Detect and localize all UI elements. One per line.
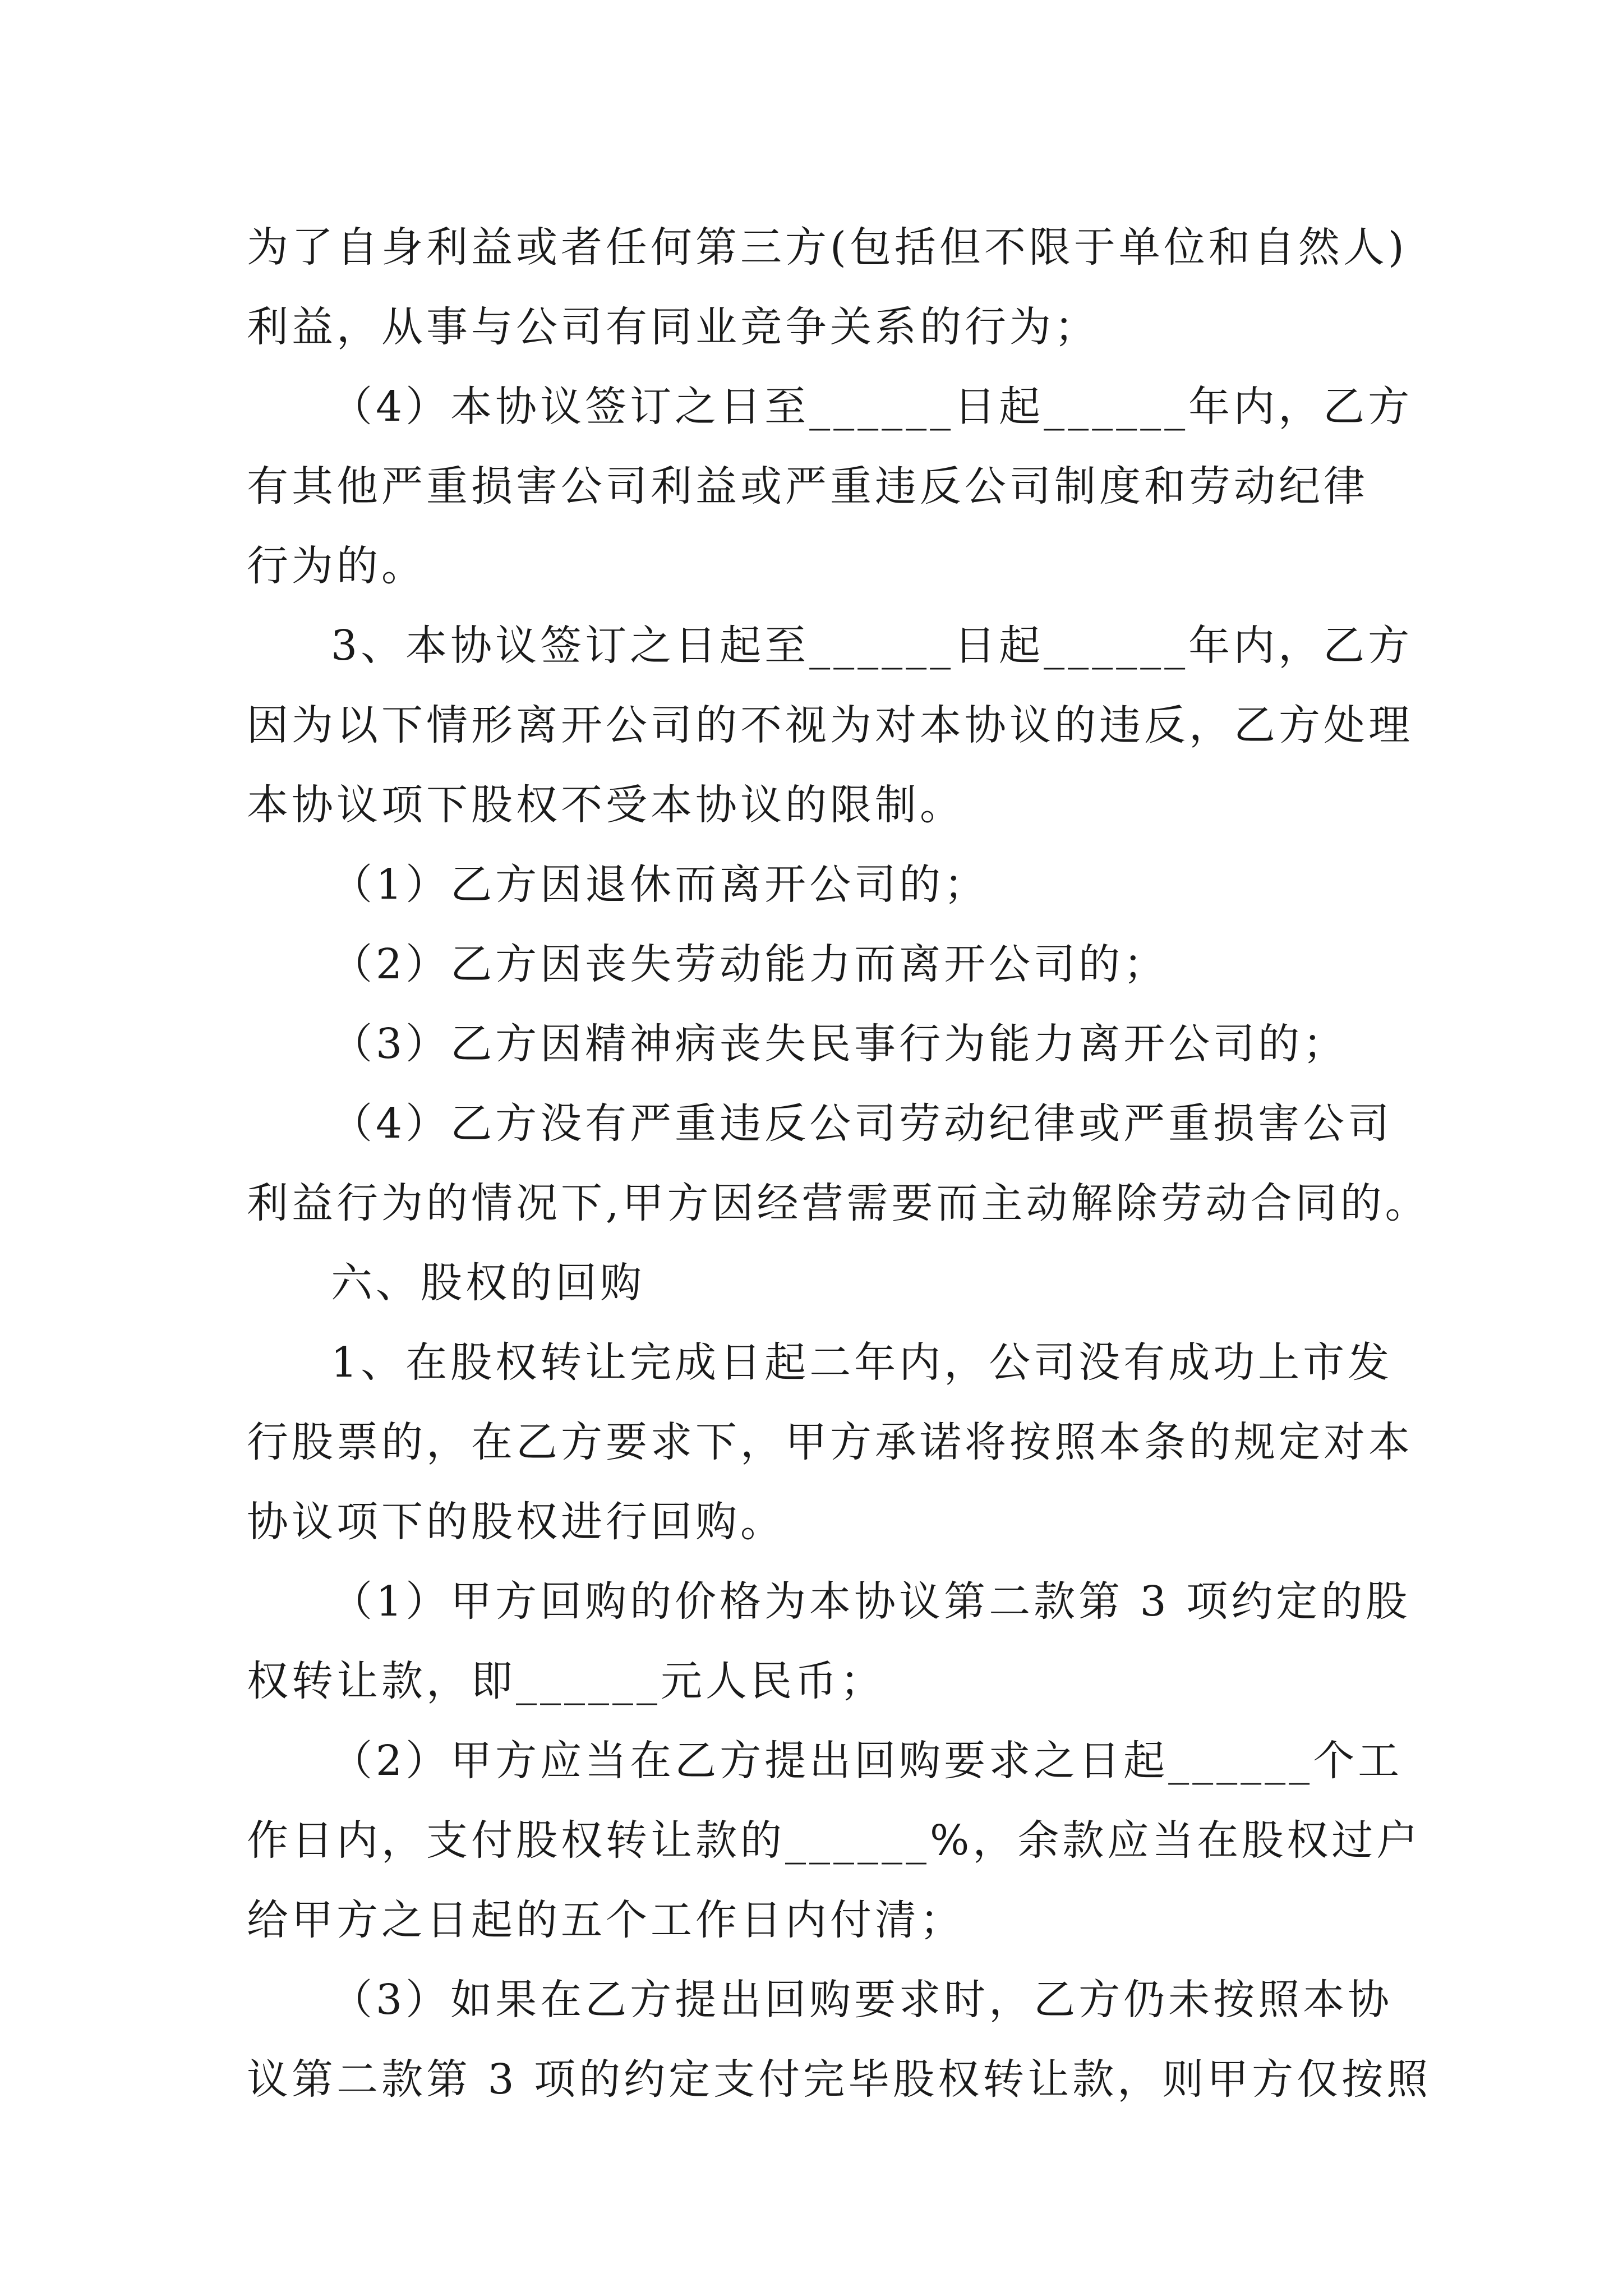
paragraph-line: （3）乙方因精神病丧失民事行为能力离开公司的； <box>331 1020 1348 1068</box>
paragraph-line: 有其他严重损害公司利益或严重违反公司制度和劳动纪律 <box>247 462 1368 510</box>
paragraph-line: 作日内，支付股权转让款的______%，余款应当在股权过户 <box>247 1816 1422 1865</box>
paragraph-line: 行为的。 <box>247 542 426 590</box>
paragraph-line: （1）甲方回购的价格为本协议第二款第 3 项约定的股 <box>331 1577 1411 1626</box>
paragraph-line: 3、本协议签订之日起至______日起______年内，乙方 <box>331 622 1413 670</box>
paragraph-line: （3）如果在乙方提出回购要求时，乙方仍未按照本协 <box>331 1976 1393 2024</box>
paragraph-line: 权转让款，即______元人民币； <box>247 1657 885 1705</box>
paragraph-line: （2）甲方应当在乙方提出回购要求之日起______个工 <box>331 1737 1403 1785</box>
paragraph-line: 议第二款第 3 项的约定支付完毕股权转让款，则甲方仅按照 <box>247 2055 1432 2104</box>
paragraph-line: 协议项下的股权进行回购。 <box>247 1498 785 1546</box>
paragraph-line: 利益，从事与公司有同业竞争关系的行为； <box>247 303 1099 351</box>
section-heading: 六、股权的回购 <box>331 1259 645 1307</box>
paragraph-line: 因为以下情形离开公司的不视为对本协议的违反，乙方处理 <box>247 701 1413 749</box>
paragraph-line: 本协议项下股权不受本协议的限制。 <box>247 781 965 829</box>
paragraph-line: 1、在股权转让完成日起二年内，公司没有成功上市发 <box>331 1338 1393 1387</box>
paragraph-line: （2）乙方因丧失劳动能力而离开公司的； <box>331 940 1169 988</box>
paragraph-line: （1）乙方因退休而离开公司的； <box>331 861 989 909</box>
paragraph-line: 行股票的，在乙方要求下，甲方承诺将按照本条的规定对本 <box>247 1418 1413 1466</box>
paragraph-line: （4）乙方没有严重违反公司劳动纪律或严重损害公司 <box>331 1099 1393 1148</box>
document-body <box>247 208 1432 2119</box>
paragraph-line: 为了自身利益或者任何第三方(包括但不限于单位和自然人) <box>247 223 1408 272</box>
paragraph-line: （4）本协议签订之日至______日起______年内，乙方 <box>331 383 1413 431</box>
paragraph-line: 利益行为的情况下,甲方因经营需要而主动解除劳动合同的。 <box>247 1179 1430 1227</box>
paragraph-line: 给甲方之日起的五个工作日内付清； <box>247 1896 965 1944</box>
